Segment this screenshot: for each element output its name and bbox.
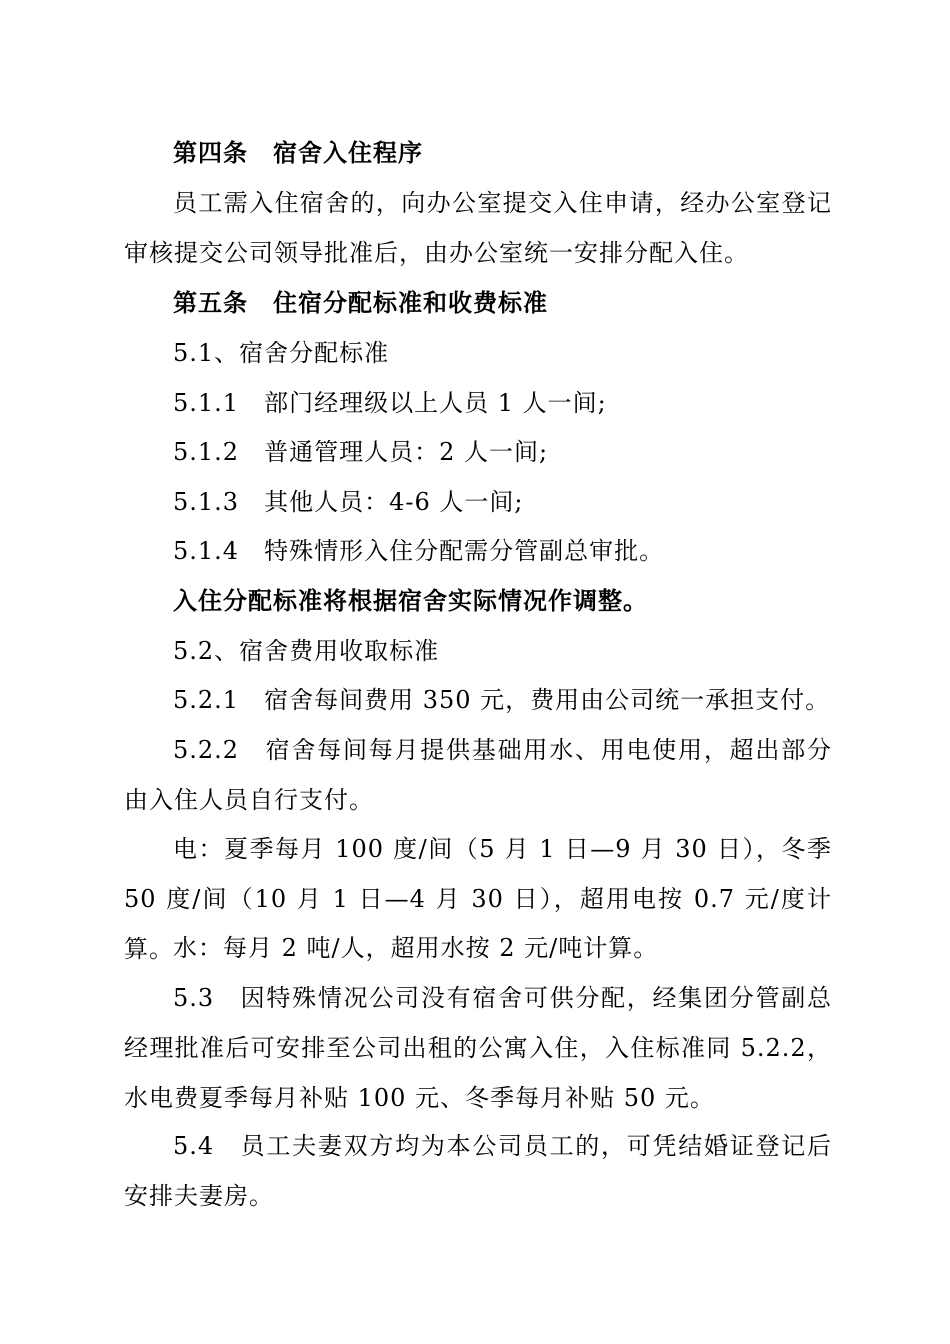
clause-5-4: 5.4 员工夫妻双方均为本公司员工的，可凭结婚证登记后安排夫妻房。	[124, 1132, 832, 1210]
clause-5-1-3: 5.1.3 其他人员：4-6 人一间;	[173, 488, 524, 516]
clause-5-1-1: 5.1.1 部门经理级以上人员 1 人一间;	[173, 389, 607, 417]
water-standard: 水：每月 2 吨/人，超用水按 2 元/吨计算。	[173, 934, 659, 962]
clause-5-1-4: 5.1.4 特殊情形入住分配需分管副总审批。	[173, 537, 665, 565]
electricity-standard: 电：夏季每月 100 度/间（5 月 1 日—9 月 30 日），冬季 50 度/间（10 月 1 日—4 月 30 日），超用电按 0.7 元/度计算。	[124, 835, 832, 963]
section-5-1-heading: 5.1、宿舍分配标准	[173, 339, 390, 367]
clause-5-3: 5.3 因特殊情况公司没有宿舍可供分配，经集团分管副总经理批准后可安排至公司出租的公寓入住，入住标准同 5.2.2，水电费夏季每月补贴 100 元、冬季每月补贴 50 元。	[124, 984, 832, 1112]
clause-5-2-1: 5.2.1 宿舍每间费用 350 元，费用由公司统一承担支付。	[173, 686, 831, 714]
section-5-2-heading: 5.2、宿舍费用收取标准	[173, 637, 440, 665]
clause-5-2-2: 5.2.2 宿舍每间每月提供基础用水、用电使用，超出部分由入住人员自行支付。	[124, 736, 832, 814]
article-4-heading: 第四条 宿舍入住程序	[173, 139, 423, 167]
article-4-body: 员工需入住宿舍的，向办公室提交入住申请，经办公室登记审核提交公司领导批准后，由办公室统一安排分配入住。	[124, 189, 832, 267]
clause-5-1-2: 5.1.2 普通管理人员：2 人一间;	[173, 438, 549, 466]
article-5-heading: 第五条 住宿分配标准和收费标准	[173, 289, 548, 317]
allocation-adjustment-note: 入住分配标准将根据宿舍实际情况作调整。	[173, 587, 648, 615]
